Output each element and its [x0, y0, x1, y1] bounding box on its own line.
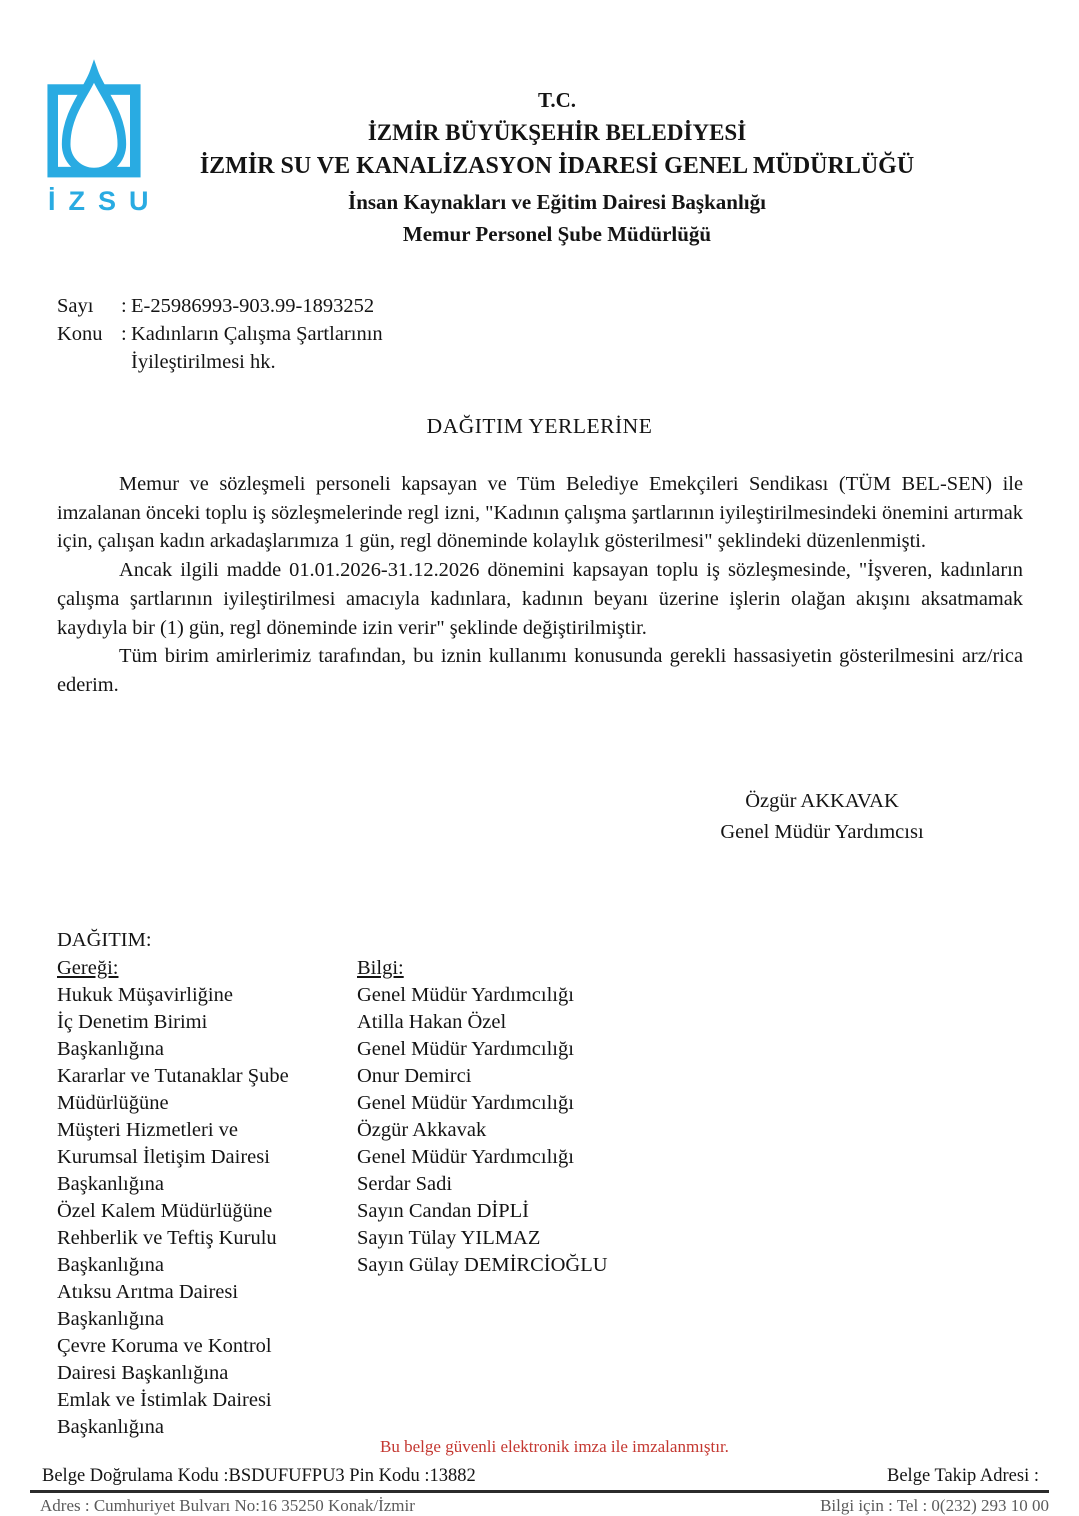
body-paragraph-2: Ancak ilgili madde 01.01.2026-31.12.2026 dönemini kapsayan toplu iş sözleşmesinde, "İşveren, kadınların çalışma şartlarının iyileştirilmesi amacıyla kadınlara, kadının beyanı üzerine işlerin olağan akışını aksatmamak kaydıyla bir (1) gün, regl döneminde izin verir" şeklinde değiştirilmiştir.: [57, 559, 1023, 639]
sayi-value: E-25986993-903.99-1893252: [131, 295, 375, 317]
list-item: Çevre Koruma ve Kontrol: [57, 1335, 272, 1357]
bilgi-list: [357, 982, 697, 1279]
list-item: İç Denetim Birimi: [57, 1011, 208, 1033]
list-item: Başkanlığına: [57, 1038, 165, 1060]
footer-divider: [30, 1490, 1049, 1493]
konu-row: [57, 320, 383, 348]
footer-row: [42, 1466, 1039, 1487]
bilgi-label: Bilgi:: [357, 957, 404, 979]
letterhead-line-department: İnsan Kaynakları ve Eğitim Dairesi Başkanlığı: [348, 190, 766, 214]
list-item: Başkanlığına: [57, 1173, 165, 1195]
sayi-label: Sayı: [57, 295, 94, 317]
list-item: Sayın Tülay YILMAZ: [357, 1227, 541, 1249]
izsu-logo-text: İZSU: [48, 186, 162, 216]
list-item: Özel Kalem Müdürlüğüne: [57, 1200, 273, 1222]
list-item: Özgür Akkavak: [357, 1119, 487, 1141]
sayi-row: [57, 292, 383, 320]
list-item: Genel Müdür Yardımcılığı: [357, 1146, 574, 1168]
list-item: Atilla Hakan Özel: [357, 1011, 507, 1033]
letterhead-line-tc: T.C.: [537, 88, 577, 112]
sayi-colon: :: [121, 295, 127, 317]
list-item: Rehberlik ve Teftiş Kurulu: [57, 1227, 277, 1249]
body-paragraph-3: Tüm birim amirlerimiz tarafından, bu iznin kullanımı konusunda gerekli hassasiyetin gösterilmesini arz/rica ederim.: [57, 645, 1023, 696]
list-item: Sayın Gülay DEMİRCİOĞLU: [357, 1254, 608, 1276]
konu-value: Kadınların Çalışma Şartlarının: [131, 323, 383, 345]
konu-value-line2: İyileştirilmesi hk.: [131, 351, 276, 373]
list-item: Müdürlüğüne: [57, 1092, 169, 1114]
list-item: Emlak ve İstimlak Dairesi: [57, 1389, 272, 1411]
list-item: Hukuk Müşavirliğine: [57, 984, 233, 1006]
list-item: Serdar Sadi: [357, 1173, 453, 1195]
distribution-geregi-column: [57, 955, 353, 1441]
document-meta: [57, 292, 383, 376]
letterhead-line-municipality: İZMİR BÜYÜKŞEHİR BELEDİYESİ: [367, 120, 747, 145]
list-item: Başkanlığına: [57, 1308, 165, 1330]
konu-colon: :: [121, 323, 127, 345]
geregi-label: Gereği:: [57, 957, 119, 979]
tracking-address-label: Belge Takip Adresi :: [887, 1466, 1039, 1486]
konu-label: Konu: [57, 323, 103, 345]
list-item: Genel Müdür Yardımcılığı: [357, 1092, 574, 1114]
list-item: Atıksu Arıtma Dairesi: [57, 1281, 239, 1303]
letterhead-line-branch: Memur Personel Şube Müdürlüğü: [402, 222, 712, 246]
list-item: Genel Müdür Yardımcılığı: [357, 1038, 574, 1060]
signer-name: Özgür AKKAVAK: [745, 790, 899, 812]
list-item: Kurumsal İletişim Dairesi: [57, 1146, 270, 1168]
list-item: Başkanlığına: [57, 1254, 165, 1276]
recipient-heading: DAĞITIM YERLERİNE: [426, 414, 653, 438]
letterhead-line-directorate: İZMİR SU VE KANALİZASYON İDARESİ GENEL MÜDÜRLÜĞÜ: [199, 153, 915, 179]
list-item: Sayın Candan DİPLİ: [357, 1200, 529, 1222]
list-item: Onur Demirci: [357, 1065, 472, 1087]
cutoff-right-fragment: Bilgi için : Tel : 0(232) 293 10 00: [820, 1496, 1049, 1515]
list-item: Başkanlığına: [57, 1416, 165, 1438]
list-item: Genel Müdür Yardımcılığı: [357, 984, 574, 1006]
cutoff-left-fragment: Adres : Cumhuriyet Bulvarı No:16 35250 Konak/İzmir: [40, 1496, 415, 1515]
cutoff-address-line: [40, 1496, 1049, 1515]
letterhead: [120, 88, 994, 247]
distribution-bilgi-column: [357, 955, 697, 1279]
verification-code: Belge Doğrulama Kodu :BSDUFUFPU3 Pin Kodu :13882: [42, 1466, 476, 1486]
body-paragraph-1: Memur ve sözleşmeli personeli kapsayan ve Tüm Belediye Emekçileri Sendikası (TÜM BEL-SEN) ile imzalanan önceki toplu iş sözleşmelerinde regl izni, "Kadının çalışma şartlarının iyileştirilmesindeki önemini artırmak için, çalışan kadın arkadaşlarımıza 1 gün, regl döneminde kolaylık gösterilmesi" şeklindeki düzenlenmişti.: [57, 473, 1023, 553]
body-text: [57, 470, 1023, 700]
distribution-heading: DAĞITIM:: [57, 929, 152, 951]
list-item: Dairesi Başkanlığına: [57, 1362, 229, 1384]
signer-title: Genel Müdür Yardımcısı: [720, 821, 924, 843]
list-item: Müşteri Hizmetleri ve: [57, 1119, 239, 1141]
signature-block: [642, 786, 1002, 848]
geregi-list: [57, 982, 353, 1441]
esignature-note: Bu belge güvenli elektronik imza ile imzalanmıştır.: [380, 1437, 729, 1456]
list-item: Kararlar ve Tutanaklar Şube: [57, 1065, 289, 1087]
